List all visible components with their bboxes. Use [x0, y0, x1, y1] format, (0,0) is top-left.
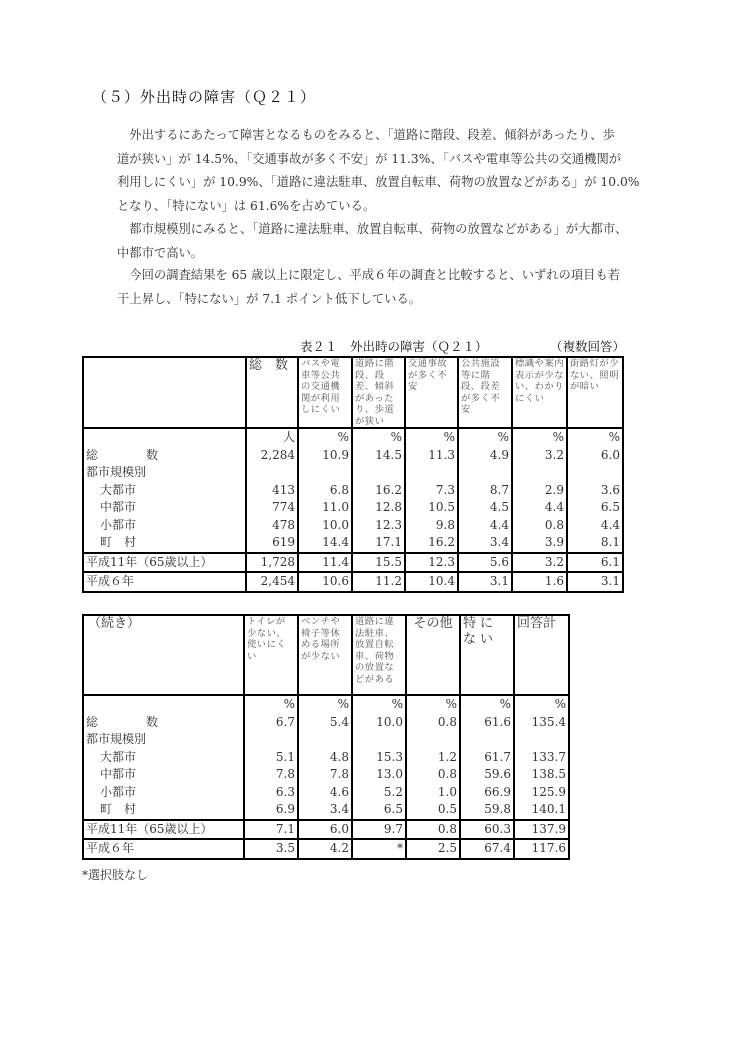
value-cell: 5.6: [458, 553, 512, 573]
value-cell: 61.6: [460, 714, 514, 732]
row-label: 中都市: [83, 499, 246, 517]
value-cell: 6.0: [567, 447, 623, 465]
value-cell: 6.0: [298, 820, 352, 840]
value-cell: 7.3: [405, 482, 458, 500]
value-cell: [514, 731, 569, 749]
value-cell: 1,728: [246, 553, 298, 573]
header-cell: 公共施設等に階段、段差が多く不安: [458, 357, 512, 428]
value-cell: 10.0: [298, 517, 352, 535]
value-cell: [406, 731, 460, 749]
table-row: [83, 499, 623, 517]
value-cell: 66.9: [460, 784, 514, 802]
value-cell: 59.6: [460, 766, 514, 784]
table-row: [83, 482, 623, 500]
value-cell: 12.8: [352, 499, 405, 517]
unit-cell: %: [298, 695, 352, 714]
value-cell: 1.2: [406, 749, 460, 767]
value-cell: 10.4: [405, 572, 458, 592]
table-row: [83, 801, 569, 820]
value-cell: 3.6: [567, 482, 623, 500]
table-row: [83, 517, 623, 535]
value-cell: 67.4: [460, 839, 514, 859]
value-cell: 6.7: [244, 714, 298, 732]
header-cell: バスや電車等公共の交通機関が利用しにくい: [298, 357, 352, 428]
value-cell: 9.7: [352, 820, 406, 840]
value-cell: 140.1: [514, 801, 569, 820]
header-cell: 道路に階段、段差、傾斜があったり、歩道が狭い: [352, 357, 405, 428]
unit-cell: %: [460, 695, 514, 714]
value-cell: 125.9: [514, 784, 569, 802]
value-cell: 11.2: [352, 572, 405, 592]
unit-cell: %: [512, 428, 567, 447]
value-cell: 6.3: [244, 784, 298, 802]
value-cell: 12.3: [405, 553, 458, 573]
obstacles-table-2: [82, 614, 570, 860]
value-cell: 6.5: [352, 801, 406, 820]
value-cell: 6.1: [567, 553, 623, 573]
table-row: [83, 534, 623, 553]
row-label: 中都市: [83, 766, 244, 784]
table-row: [83, 820, 569, 840]
units-row: [83, 695, 569, 714]
value-cell: 3.4: [298, 801, 352, 820]
value-cell: 4.4: [567, 517, 623, 535]
paragraph-3: [117, 264, 677, 311]
unit-cell: %: [244, 695, 298, 714]
section-heading: [80, 86, 316, 107]
header-row: [83, 615, 569, 695]
row-label: 小都市: [83, 784, 244, 802]
paragraph-line: となり、「特にない」は 61.6%を占めている。: [117, 198, 376, 213]
value-cell: 5.4: [298, 714, 352, 732]
value-cell: 4.9: [458, 447, 512, 465]
units-label: [83, 695, 244, 714]
value-cell: 15.5: [352, 553, 405, 573]
header-cell: ベンチや椅子等休める場所が少ない: [298, 615, 352, 695]
value-cell: 3.2: [512, 447, 567, 465]
value-cell: 0.5: [406, 801, 460, 820]
row-label: 都市規模別: [83, 731, 244, 749]
value-cell: 3.1: [567, 572, 623, 592]
value-cell: 6.8: [298, 482, 352, 500]
value-cell: [352, 731, 406, 749]
value-cell: 3.5: [244, 839, 298, 859]
value-cell: 10.6: [298, 572, 352, 592]
value-cell: 59.8: [460, 801, 514, 820]
value-cell: [298, 731, 352, 749]
value-cell: 1.6: [512, 572, 567, 592]
value-cell: 2.9: [512, 482, 567, 500]
value-cell: 5.1: [244, 749, 298, 767]
row-label: 平成６年: [83, 572, 246, 592]
value-cell: 4.8: [298, 749, 352, 767]
value-cell: 4.5: [458, 499, 512, 517]
unit-cell: %: [405, 428, 458, 447]
header-row: [83, 357, 623, 428]
unit-cell: %: [352, 428, 405, 447]
value-cell: 0.8: [406, 714, 460, 732]
value-cell: 0.8: [406, 820, 460, 840]
value-cell: [512, 464, 567, 482]
value-cell: 13.0: [352, 766, 406, 784]
value-cell: 8.7: [458, 482, 512, 500]
row-label: 小都市: [83, 517, 246, 535]
table-caption: [300, 337, 625, 355]
header-cell: 街路灯が少ない、照明が暗い: [567, 357, 623, 428]
value-cell: 11.3: [405, 447, 458, 465]
value-cell: 619: [246, 534, 298, 553]
row-label: 総 数: [83, 714, 244, 732]
value-cell: 4.2: [298, 839, 352, 859]
value-cell: 12.3: [352, 517, 405, 535]
row-label: 町 村: [83, 534, 246, 553]
row-label: 町 村: [83, 801, 244, 820]
value-cell: 16.2: [405, 534, 458, 553]
value-cell: 17.1: [352, 534, 405, 553]
row-label: 平成11年（65歳以上）: [83, 820, 244, 840]
value-cell: 117.6: [514, 839, 569, 859]
value-cell: 7.1: [244, 820, 298, 840]
table-row: [83, 784, 569, 802]
value-cell: 774: [246, 499, 298, 517]
value-cell: 8.1: [567, 534, 623, 553]
corner-cell: [83, 357, 246, 428]
table-row: [83, 749, 569, 767]
value-cell: [458, 464, 512, 482]
table-row: [83, 447, 623, 465]
value-cell: 61.7: [460, 749, 514, 767]
value-cell: 2,454: [246, 572, 298, 592]
value-cell: 478: [246, 517, 298, 535]
paragraph-line: 今回の調査結果を 65 歳以上に限定し、平成６年の調査と比較すると、いずれの項目も若: [129, 268, 621, 282]
unit-cell: %: [458, 428, 512, 447]
value-cell: 15.3: [352, 749, 406, 767]
value-cell: 3.1: [458, 572, 512, 592]
value-cell: [298, 464, 352, 482]
value-cell: 4.4: [512, 499, 567, 517]
table-row: [83, 839, 569, 859]
value-cell: 0.8: [512, 517, 567, 535]
table-title: 表２１ 外出時の障害（Ｑ２１）: [300, 339, 488, 354]
value-cell: 3.9: [512, 534, 567, 553]
row-label: 大都市: [83, 749, 244, 767]
value-cell: 14.5: [352, 447, 405, 465]
value-cell: 7.8: [244, 766, 298, 784]
value-cell: 10.9: [298, 447, 352, 465]
unit-cell: 人: [246, 428, 298, 447]
value-cell: 2.5: [406, 839, 460, 859]
value-cell: 1.0: [406, 784, 460, 802]
value-cell: 4.6: [298, 784, 352, 802]
value-cell: 9.8: [405, 517, 458, 535]
value-cell: *: [352, 839, 406, 859]
units-row: [83, 428, 623, 447]
row-label: 都市規模別: [83, 464, 246, 482]
footnote: *選択肢なし: [82, 868, 149, 882]
row-label: 平成11年（65歳以上）: [83, 553, 246, 573]
value-cell: 3.4: [458, 534, 512, 553]
paragraph-line: 利用しにくい」が 10.9%、「道路に違法駐車、放置自転車、荷物の放置などがある」が 10.0%: [117, 175, 640, 190]
value-cell: 5.2: [352, 784, 406, 802]
header-cell: 回答計: [514, 615, 569, 695]
header-cell: 標識や案内表示が少ない、わかりにくい: [512, 357, 567, 428]
value-cell: 10.5: [405, 499, 458, 517]
unit-cell: %: [352, 695, 406, 714]
value-cell: 10.0: [352, 714, 406, 732]
value-cell: [244, 731, 298, 749]
unit-cell: %: [298, 428, 352, 447]
paragraph-line: 外出するにあたって障害となるものをみると、「道路に階段、段差、傾斜があったり、歩: [129, 128, 615, 142]
value-cell: 413: [246, 482, 298, 500]
value-cell: 14.4: [298, 534, 352, 553]
value-cell: 6.9: [244, 801, 298, 820]
value-cell: [352, 464, 405, 482]
unit-cell: %: [406, 695, 460, 714]
value-cell: 11.4: [298, 553, 352, 573]
paragraph-2: [117, 218, 677, 265]
unit-cell: %: [514, 695, 569, 714]
value-cell: 4.4: [458, 517, 512, 535]
row-label: 総 数: [83, 447, 246, 465]
header-cell: 特にない: [460, 615, 514, 695]
value-cell: 3.2: [512, 553, 567, 573]
paragraph-line: 道が狭い」が 14.5%、「交通事故が多く不安」が 11.3%、「バスや電車等公共の交通機関が: [117, 151, 622, 166]
value-cell: 133.7: [514, 749, 569, 767]
value-cell: 0.8: [406, 766, 460, 784]
table-row: [83, 731, 569, 749]
paragraph-line: 都市規模別にみると、「道路に違法駐車、放置自転車、荷物の放置などがある」が大都市、: [129, 222, 628, 236]
unit-cell: %: [567, 428, 623, 447]
table-row: [83, 572, 623, 592]
value-cell: [567, 464, 623, 482]
table-note: （複数回答）: [549, 339, 625, 354]
row-label: 大都市: [83, 482, 246, 500]
value-cell: [460, 731, 514, 749]
header-cell: 総 数: [246, 357, 298, 428]
value-cell: 138.5: [514, 766, 569, 784]
paragraph-line: 中都市で高い。: [117, 245, 204, 260]
obstacles-table-1: [82, 356, 624, 593]
value-cell: 16.2: [352, 482, 405, 500]
value-cell: [246, 464, 298, 482]
table-row: [83, 464, 623, 482]
value-cell: 6.5: [567, 499, 623, 517]
section-title: 外出時の障害（Ｑ２１）: [140, 88, 317, 106]
value-cell: 11.0: [298, 499, 352, 517]
value-cell: 60.3: [460, 820, 514, 840]
header-cell: その他: [406, 615, 460, 695]
value-cell: 137.9: [514, 820, 569, 840]
value-cell: [405, 464, 458, 482]
paragraph-line: 干上昇し、「特にない」が 7.1 ポイント低下している。: [117, 291, 422, 306]
units-label: [83, 428, 246, 447]
header-cell: 交通事故が多く不安: [405, 357, 458, 428]
corner-cell: （続き）: [83, 615, 244, 695]
section-number: （５）: [91, 88, 140, 106]
value-cell: 135.4: [514, 714, 569, 732]
paragraph-1: [117, 124, 677, 218]
value-cell: 2,284: [246, 447, 298, 465]
header-cell: 道路に違法駐車、放置自転車、荷物の放置などがある: [352, 615, 406, 695]
table-row: [83, 553, 623, 573]
header-cell: トイレが少ない、使いにくい: [244, 615, 298, 695]
table-row: [83, 766, 569, 784]
table-row: [83, 714, 569, 732]
value-cell: 7.8: [298, 766, 352, 784]
row-label: 平成６年: [83, 839, 244, 859]
